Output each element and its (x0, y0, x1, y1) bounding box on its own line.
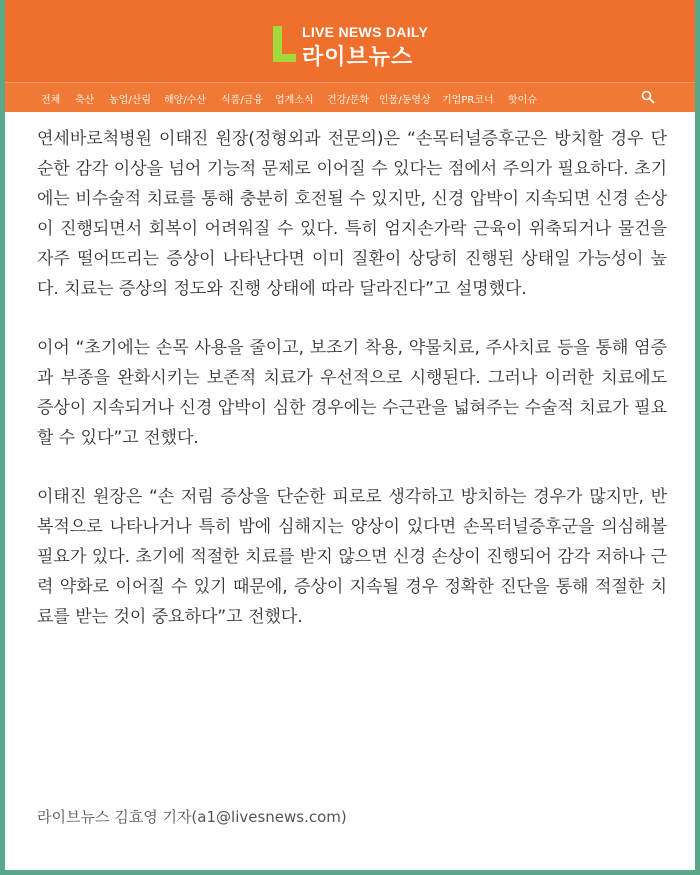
logo-wordmark: 라이브뉴스 (302, 45, 414, 70)
nav-item-food-finance[interactable]: 식품/금융 (221, 95, 264, 106)
nav-item-livestock[interactable]: 축산 (75, 95, 95, 106)
nav-item-agriculture[interactable]: 농업/산림 (109, 95, 152, 106)
logo-tagline: LIVE NEWS DAILY (302, 24, 429, 40)
nav-item-corporate-pr[interactable]: 기업PR코너 (442, 95, 494, 106)
nav-item-hot-issue[interactable]: 핫이슈 (508, 95, 537, 106)
category-nav (5, 82, 695, 112)
page-frame (5, 0, 695, 870)
article-body (37, 124, 667, 661)
article-paragraph-2: 이어 “초기에는 손목 사용을 줄이고, 보조기 착용, 약물치료, 주사치료 등을 통해 염증과 부종을 완화시키는 보존적 치료가 우선적으로 시행된다. 그러나 이러한 치료에도 증상이 지속되거나 신경 압박이 심한 경우에는 수근관을 넓혀주는 수술적 치료가 필요할 수 있다”고 전했다. (37, 338, 667, 448)
article-byline: 라이브뉴스 김효영 기자(a1@livesnews.com) (37, 808, 347, 826)
nav-item-people-video[interactable]: 인물/동영상 (379, 95, 431, 106)
article-paragraph-1: 연세바로척병원 이태진 원장(정형외과 전문의)은 “손목터널증후군은 방치할 경우 단순한 감각 이상을 넘어 기능적 문제로 이어질 수 있다는 점에서 주의가 필요하다. 초기에는 비수술적 치료를 통해 충분히 호전될 수 있지만, 신경 압박이 지속되면 신경 손상이 진행되면서 회복이 어려워질 수 있다. 특히 엄지손가락 근육이 위축되거나 물건을 자주 떨어뜨리는 증상이 나타난다면 이미 질환이 상당히 진행된 상태일 가능성이 높다. 치료는 증상의 정도와 진행 상태에 따라 달라진다”고 설명했다. (37, 129, 667, 299)
search-icon[interactable] (641, 90, 655, 104)
logo-l-icon (270, 24, 298, 64)
nav-item-industry-news[interactable]: 업계소식 (275, 95, 314, 106)
site-header (5, 0, 695, 82)
site-logo[interactable] (270, 22, 470, 70)
nav-item-health-culture[interactable]: 건강/문화 (327, 95, 370, 106)
nav-item-marine[interactable]: 해양/수산 (164, 95, 207, 106)
article-paragraph-3: 이태진 원장은 “손 저림 증상을 단순한 피로로 생각하고 방치하는 경우가 많지만, 반복적으로 나타나거나 특히 밤에 심해지는 양상이 있다면 손목터널증후군을 의심해볼 필요가 있다. 초기에 적절한 치료를 받지 않으면 신경 손상이 진행되어 감각 저하나 근력 약화로 이어질 수 있기 때문에, 증상이 지속될 경우 정확한 진단을 통해 적절한 치료를 받는 것이 중요하다”고 전했다. (37, 487, 667, 627)
nav-item-all[interactable]: 전체 (41, 95, 61, 106)
